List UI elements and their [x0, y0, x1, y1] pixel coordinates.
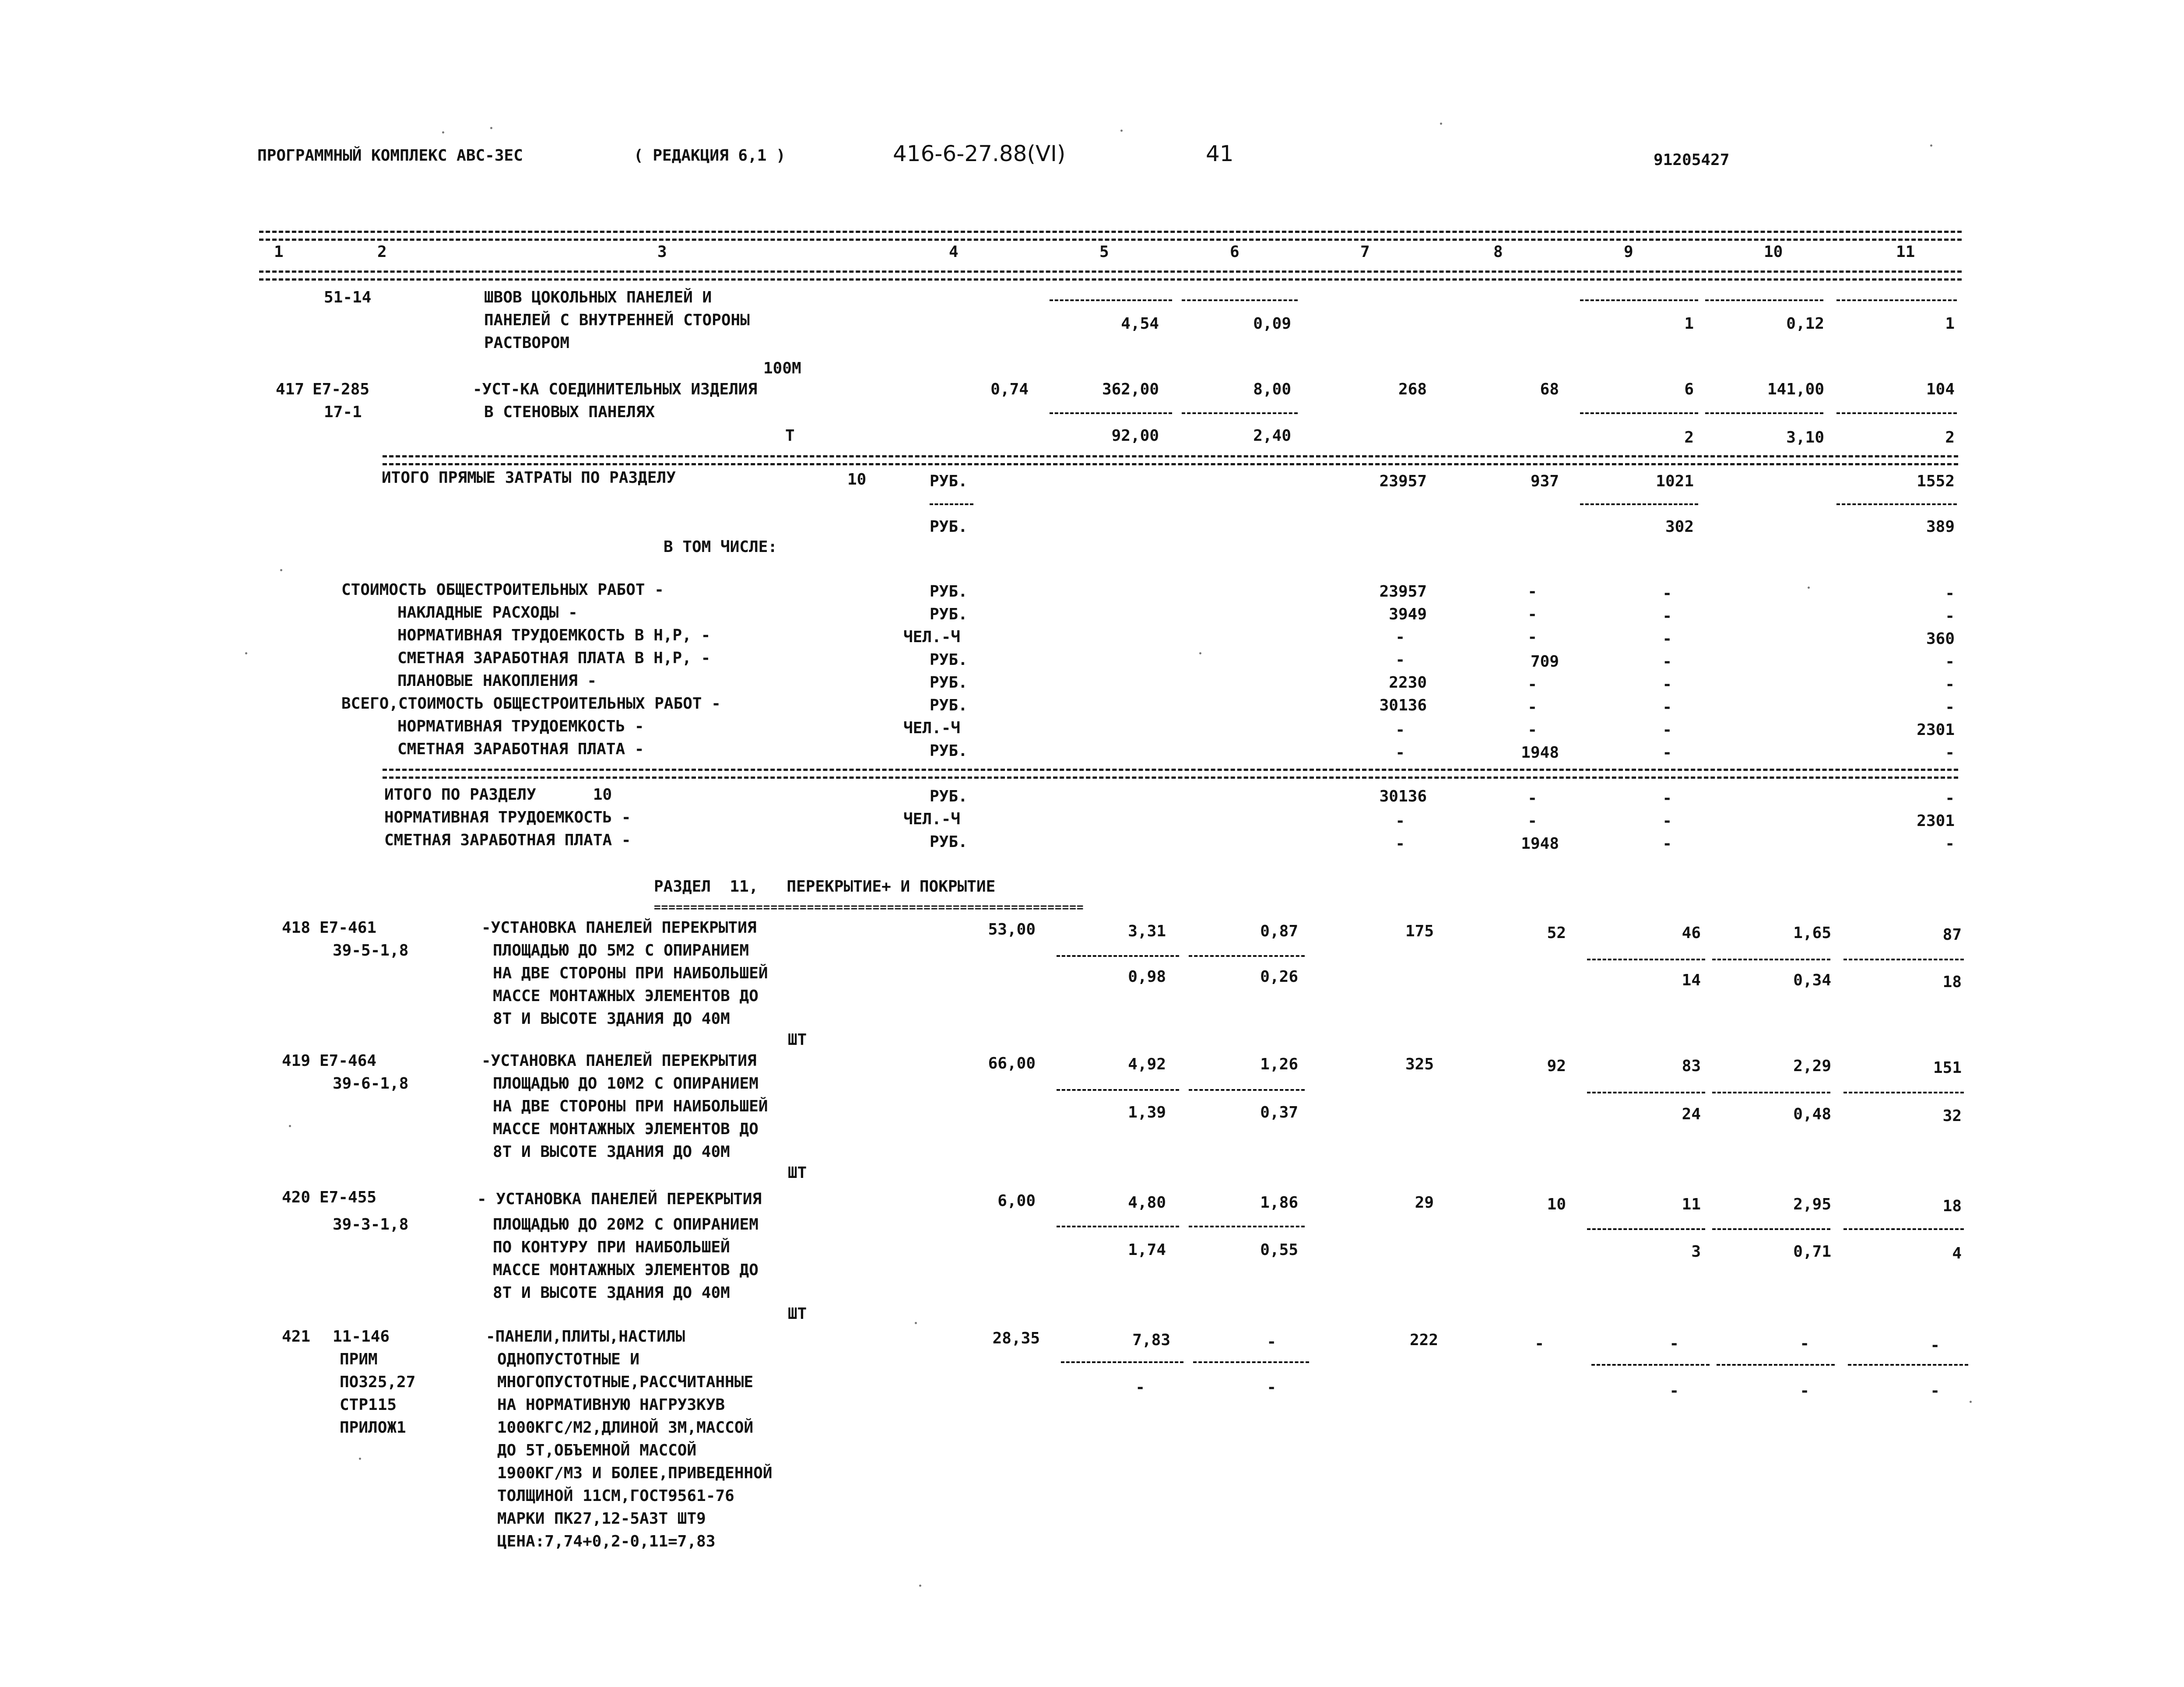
scan-speck	[490, 127, 492, 129]
totals-section: 10	[847, 471, 867, 489]
totals-rule-9	[1580, 503, 1698, 505]
breakdown-c11-4: -	[1945, 653, 1955, 671]
row-420-c5b: 1,74	[1128, 1241, 1166, 1259]
header-bottom-rule-2	[259, 278, 1962, 281]
row-421-c10b: -	[1800, 1382, 1809, 1400]
row-419-c6b: 0,37	[1260, 1104, 1298, 1121]
section-total-c11-2: 2301	[1917, 812, 1955, 830]
breakdown-c8-3: -	[1527, 628, 1537, 646]
row-51-desc-4: 100М	[763, 359, 801, 377]
row-420-number: 420	[282, 1188, 311, 1206]
breakdown-c11-5: -	[1945, 675, 1955, 693]
breakdown-label-1: СТОИМОСТЬ ОБЩЕСТРОИТЕЛЬНЫХ РАБОТ -	[341, 581, 664, 599]
row-419-c4: 66,00	[988, 1054, 1036, 1072]
row-418-c8: 52	[1547, 924, 1566, 942]
row-421-c6b: -	[1267, 1378, 1276, 1396]
breakdown-unit-4: РУБ.	[930, 651, 968, 669]
row-51-rule-11	[1836, 299, 1957, 301]
section-total-label-1: ИТОГО ПО РАЗДЕЛУ 10	[384, 786, 612, 804]
row-420-c9b: 3	[1691, 1243, 1701, 1261]
row-420-c5: 4,80	[1128, 1194, 1166, 1212]
row-421-desc-2: ОДНОПУСТОТНЫЕ И	[497, 1350, 640, 1368]
row-417-c7: 268	[1398, 380, 1427, 398]
totals-c8: 937	[1530, 472, 1559, 490]
row-417-desc-2: В СТЕНОВЫХ ПАНЕЛЯХ	[484, 403, 655, 421]
section-total-c8-1: -	[1527, 789, 1537, 807]
row-418-c10b: 0,34	[1793, 971, 1831, 989]
row-419-c7: 325	[1405, 1055, 1434, 1073]
row-420-c6: 1,86	[1260, 1194, 1298, 1212]
row-419-c5b: 1,39	[1128, 1104, 1166, 1121]
breakdown-unit-8: РУБ.	[930, 742, 968, 760]
row-420-desc-6: ШТ	[788, 1305, 807, 1323]
section-total-c8-2: -	[1527, 812, 1537, 830]
row-417-c6: 8,00	[1253, 380, 1291, 398]
breakdown-unit-6: РУБ.	[930, 696, 968, 714]
row-419-desc-3: НА ДВЕ СТОРОНЫ ПРИ НАИБОЛЬШЕЙ	[493, 1097, 768, 1115]
row-51-c11b: 1	[1945, 315, 1955, 333]
breakdown-unit-7: ЧЕЛ.-Ч	[903, 719, 961, 737]
row-51-rule-5	[1050, 299, 1172, 301]
row-419-number: 419	[282, 1052, 311, 1070]
header-bottom-rule	[259, 271, 1962, 273]
row-417-code-2: 17-1	[324, 403, 362, 421]
breakdown-c8-5: -	[1527, 675, 1537, 693]
row-417-rule-5	[1050, 412, 1172, 414]
section-total-c11-1: -	[1945, 789, 1955, 807]
section-total-c7-1: 30136	[1379, 787, 1427, 805]
row-417-c8: 68	[1540, 380, 1559, 398]
row-421-code-line-1: ПРИМ	[340, 1350, 378, 1368]
row-418-c6b: 0,26	[1260, 968, 1298, 986]
row-419-rule-5	[1057, 1089, 1179, 1091]
row-420-c9: 11	[1682, 1195, 1701, 1213]
row-421-c11b: -	[1930, 1382, 1940, 1400]
row-421-rule-9	[1591, 1364, 1710, 1366]
row-421-code-line-4: ПРИЛОЖ1	[340, 1419, 406, 1437]
row-421-desc-5: 1000КГС/М2,ДЛИНОЙ 3М,МАССОЙ	[497, 1419, 754, 1437]
row-418-desc-3: НА ДВЕ СТОРОНЫ ПРИ НАИБОЛЬШЕЙ	[493, 964, 768, 982]
breakdown-c11-6: -	[1945, 698, 1955, 716]
row-421-desc-8: ТОЛЩИНОЙ 11СМ,ГОСТ9561-76	[497, 1487, 734, 1505]
row-417-c5: 362,00	[1102, 380, 1159, 398]
row-419-desc-4: МАССЕ МОНТАЖНЫХ ЭЛЕМЕНТОВ ДО	[493, 1120, 758, 1138]
row-421-desc-9: МАРКИ ПК27,12-5А3Т ШТ9	[497, 1510, 706, 1528]
row-421-number: 421	[282, 1328, 311, 1346]
column-number-3: 3	[657, 243, 667, 261]
column-number-9: 9	[1624, 243, 1633, 261]
section-total-c11-3: -	[1945, 835, 1955, 853]
breakdown-unit-3: ЧЕЛ.-Ч	[903, 628, 961, 646]
totals-top-rule	[383, 455, 1958, 457]
edition-label: ( РЕДАКЦИЯ 6,1 )	[634, 147, 786, 165]
row-51-rule-6	[1182, 299, 1298, 301]
row-418-rule-5	[1057, 955, 1179, 957]
row-51-desc-1: ШВОВ ЦОКОЛЬНЫХ ПАНЕЛЕЙ И	[484, 288, 712, 306]
row-51-rule-10	[1705, 299, 1823, 301]
column-number-10: 10	[1764, 243, 1783, 261]
section-total-label-2: НОРМАТИВНАЯ ТРУДОЕМКОСТЬ -	[384, 808, 631, 826]
section-total-rule-2	[383, 777, 1958, 779]
section-total-label-3: СМЕТНАЯ ЗАРАБОТНАЯ ПЛАТА -	[384, 831, 631, 849]
row-417-desc-3: Т	[785, 427, 795, 445]
row-418-desc-2: ПЛОЩАДЬЮ ДО 5М2 С ОПИРАНИЕМ	[493, 942, 749, 959]
section-total-c7-2: -	[1395, 812, 1405, 830]
row-421-c6: -	[1267, 1333, 1276, 1351]
breakdown-unit-5: РУБ.	[930, 674, 968, 692]
breakdown-label-3: НОРМАТИВНАЯ ТРУДОЕМКОСТЬ В Н,Р, -	[397, 626, 711, 644]
breakdown-c11-8: -	[1945, 744, 1955, 762]
row-417-c11b: 2	[1945, 429, 1955, 446]
row-419-desc-1: -УСТАНОВКА ПАНЕЛЕЙ ПЕРЕКРЫТИЯ	[481, 1052, 757, 1070]
row-51-c5b: 4,54	[1121, 315, 1159, 333]
including-label: В ТОМ ЧИСЛЕ:	[664, 538, 778, 556]
section-11-title: РАЗДЕЛ 11, ПЕРЕКРЫТИЕ+ И ПОКРЫТИЕ	[654, 878, 996, 896]
breakdown-c7-3: -	[1395, 628, 1405, 646]
section-total-unit-1: РУБ.	[930, 787, 968, 805]
breakdown-c11-7: 2301	[1917, 721, 1955, 739]
breakdown-c7-4: -	[1395, 651, 1405, 669]
row-420-desc-3: ПО КОНТУРУ ПРИ НАИБОЛЬШЕЙ	[493, 1238, 730, 1256]
header-top-rule-2	[259, 239, 1962, 241]
column-number-6: 6	[1230, 243, 1239, 261]
row-419-rule-10	[1712, 1092, 1830, 1093]
totals-label: ИТОГО ПРЯМЫЕ ЗАТРАТЫ ПО РАЗДЕЛУ	[382, 469, 676, 487]
breakdown-c11-1: -	[1945, 584, 1955, 602]
row-420-desc-1: - УСТАНОВКА ПАНЕЛЕЙ ПЕРЕКРЫТИЯ	[477, 1190, 762, 1208]
row-421-c10: -	[1800, 1335, 1809, 1353]
breakdown-c11-3: 360	[1926, 630, 1955, 648]
scan-speck	[245, 652, 247, 654]
row-421-desc-7: 1900КГ/М3 И БОЛЕЕ,ПРИВЕДЕННОЙ	[497, 1464, 772, 1482]
row-417-rule-9	[1580, 412, 1698, 414]
row-51-c6b: 0,09	[1253, 315, 1291, 333]
row-421-desc-10: ЦЕНА:7,74+0,2-0,11=7,83	[497, 1532, 716, 1550]
row-421-code: 11-146	[333, 1328, 390, 1346]
section-total-unit-3: РУБ.	[930, 833, 968, 851]
totals-top-rule-2	[383, 463, 1958, 465]
row-418-desc-5: 8Т И ВЫСОТЕ ЗДАНИЯ ДО 40М	[493, 1010, 730, 1028]
breakdown-c7-6: 30136	[1379, 696, 1427, 714]
row-418-rule-10	[1712, 959, 1830, 960]
column-number-1: 1	[274, 243, 284, 261]
row-421-c8: -	[1534, 1335, 1544, 1353]
scan-speck	[919, 1585, 921, 1587]
row-419-c10: 2,29	[1793, 1057, 1831, 1075]
row-417-c10b: 3,10	[1786, 429, 1824, 446]
row-419-desc-2: ПЛОЩАДЬЮ ДО 10М2 С ОПИРАНИЕМ	[493, 1075, 758, 1093]
breakdown-c11-2: -	[1945, 607, 1955, 625]
breakdown-c9-8: -	[1662, 744, 1672, 762]
breakdown-c8-6: -	[1527, 698, 1537, 716]
row-421-c5b: -	[1135, 1378, 1145, 1396]
row-51-rule-9	[1580, 299, 1698, 301]
totals-rule-11	[1836, 503, 1957, 505]
row-420-desc-2: ПЛОЩАДЬЮ ДО 20М2 С ОПИРАНИЕМ	[493, 1216, 758, 1234]
row-419-c9b: 24	[1682, 1105, 1701, 1123]
scan-speck	[1120, 130, 1123, 132]
row-420-desc-4: МАССЕ МОНТАЖНЫХ ЭЛЕМЕНТОВ ДО	[493, 1261, 758, 1279]
row-419-desc-6: ШТ	[788, 1164, 807, 1182]
totals-c7: 23957	[1379, 472, 1427, 490]
row-421-desc-3: МНОГОПУСТОТНЫЕ,РАССЧИТАННЫЕ	[497, 1373, 754, 1391]
row-417-rule-6	[1182, 412, 1298, 414]
totals-c9: 1021	[1656, 472, 1694, 490]
row-417-rule-11	[1836, 412, 1957, 414]
row-51-desc-2: ПАНЕЛЕЙ С ВНУТРЕННЕЙ СТОРОНЫ	[484, 311, 750, 329]
breakdown-label-4: СМЕТНАЯ ЗАРАБОТНАЯ ПЛАТА В Н,Р, -	[397, 649, 711, 667]
breakdown-label-8: СМЕТНАЯ ЗАРАБОТНАЯ ПЛАТА -	[397, 740, 644, 758]
row-417-c11: 104	[1926, 380, 1955, 398]
row-419-desc-5: 8Т И ВЫСОТЕ ЗДАНИЯ ДО 40М	[493, 1143, 730, 1161]
row-417-c10: 141,00	[1767, 380, 1824, 398]
breakdown-c7-5: 2230	[1389, 674, 1427, 692]
project-code: 416-6-27.88(VI)	[893, 141, 1066, 166]
row-420-code: Е7-455	[320, 1188, 377, 1206]
scan-speck	[442, 131, 444, 134]
scan-speck	[1808, 587, 1810, 589]
column-number-2: 2	[377, 243, 387, 261]
row-418-c9b: 14	[1682, 971, 1701, 989]
row-420-rule-11	[1843, 1228, 1964, 1230]
row-421-rule-5	[1061, 1361, 1183, 1363]
row-418-rule-6	[1189, 955, 1305, 957]
row-418-rule-9	[1587, 959, 1705, 960]
breakdown-c7-1: 23957	[1379, 583, 1427, 601]
row-418-c5: 3,31	[1128, 922, 1166, 940]
section-total-c9-1: -	[1662, 789, 1672, 807]
row-421-desc-4: НА НОРМАТИВНУЮ НАГРУЗКУВ	[497, 1396, 725, 1414]
row-420-rule-9	[1587, 1228, 1705, 1230]
section-total-c9-2: -	[1662, 812, 1672, 830]
row-420-c11: 18	[1942, 1197, 1962, 1215]
section-11-underline: ===========================================================	[654, 901, 1084, 914]
row-418-rule-11	[1843, 959, 1964, 960]
row-419-c8: 92	[1547, 1057, 1566, 1075]
row-418-c4: 53,00	[988, 921, 1036, 938]
section-total-c7-3: -	[1395, 835, 1405, 853]
row-419-rule-9	[1587, 1092, 1705, 1093]
breakdown-label-2: НАКЛАДНЫЕ РАСХОДЫ -	[397, 604, 578, 622]
row-420-rule-10	[1712, 1228, 1830, 1230]
breakdown-c9-6: -	[1662, 698, 1672, 716]
row-421-c7: 222	[1409, 1331, 1438, 1349]
row-421-code-line-3: СТР115	[340, 1396, 397, 1414]
section-total-rule	[383, 769, 1958, 771]
header-top-rule	[259, 231, 1962, 233]
row-418-c9: 46	[1682, 924, 1701, 942]
row-419-code: Е7-464	[320, 1052, 377, 1070]
row-51-code: 51-14	[324, 288, 372, 306]
breakdown-c8-2: -	[1527, 605, 1537, 623]
row-418-c11: 87	[1942, 926, 1962, 944]
scan-speck	[915, 1322, 917, 1324]
row-420-c11b: 4	[1952, 1244, 1962, 1262]
breakdown-c7-7: -	[1395, 721, 1405, 739]
breakdown-unit-1: РУБ.	[930, 583, 968, 601]
breakdown-c8-4: 709	[1530, 653, 1559, 671]
row-419-code-2: 39-6-1,8	[333, 1075, 409, 1093]
breakdown-c7-8: -	[1395, 744, 1405, 762]
row-421-code-line-2: ПО325,27	[340, 1373, 416, 1391]
row-417-c4: 0,74	[990, 380, 1029, 398]
row-421-c9: -	[1669, 1335, 1679, 1353]
breakdown-c8-8: 1948	[1521, 744, 1559, 762]
totals-unit-1: РУБ.	[930, 472, 968, 490]
row-418-c6: 0,87	[1260, 922, 1298, 940]
row-420-code-2: 39-3-1,8	[333, 1216, 409, 1234]
row-420-c7: 29	[1415, 1194, 1434, 1212]
breakdown-c9-1: -	[1662, 584, 1672, 602]
row-418-desc-4: МАССЕ МОНТАЖНЫХ ЭЛЕМЕНТОВ ДО	[493, 987, 758, 1005]
row-418-desc-6: ШТ	[788, 1031, 807, 1049]
row-419-c11: 151	[1933, 1059, 1962, 1077]
breakdown-c8-7: -	[1527, 721, 1537, 739]
breakdown-c9-3: -	[1662, 630, 1672, 648]
program-title: ПРОГРАММНЫЙ КОМПЛЕКС АВС-ЗЕС	[257, 147, 523, 165]
row-418-c11b: 18	[1942, 973, 1962, 991]
row-420-c10: 2,95	[1793, 1195, 1831, 1213]
breakdown-label-6: ВСЕГО,СТОИМОСТЬ ОБЩЕСТРОИТЕЛЬНЫХ РАБОТ -	[341, 695, 721, 713]
row-417-desc-1: -УСТ-КА СОЕДИНИТЕЛЬНЫХ ИЗДЕЛИЯ	[473, 380, 758, 398]
breakdown-c9-2: -	[1662, 607, 1672, 625]
row-417-c9b: 2	[1684, 429, 1694, 446]
row-419-c9: 83	[1682, 1057, 1701, 1075]
column-number-8: 8	[1493, 243, 1503, 261]
row-421-rule-10	[1717, 1364, 1835, 1366]
breakdown-c9-5: -	[1662, 675, 1672, 693]
row-421-c9b: -	[1669, 1382, 1679, 1400]
totals-c11b: 389	[1926, 518, 1955, 536]
breakdown-c9-7: -	[1662, 721, 1672, 739]
section-total-c8-3: 1948	[1521, 835, 1559, 853]
row-420-c6b: 0,55	[1260, 1241, 1298, 1259]
row-420-rule-6	[1189, 1226, 1305, 1227]
row-418-c10: 1,65	[1793, 924, 1831, 942]
row-417-number: 417	[276, 380, 305, 398]
row-421-desc-6: ДО 5Т,ОБЪЕМНОЙ МАССОЙ	[497, 1441, 697, 1459]
row-420-c10b: 0,71	[1793, 1243, 1831, 1261]
row-421-c5: 7,83	[1132, 1331, 1170, 1349]
row-417-code: Е7-285	[313, 380, 370, 398]
row-421-c4: 28,35	[992, 1329, 1040, 1347]
column-number-11: 11	[1896, 243, 1915, 261]
row-51-c9b: 1	[1684, 315, 1694, 333]
page-number: 41	[1206, 141, 1234, 166]
row-420-c4: 6,00	[997, 1192, 1036, 1210]
column-number-4: 4	[949, 243, 959, 261]
row-418-c5b: 0,98	[1128, 968, 1166, 986]
row-421-rule-11	[1848, 1364, 1968, 1366]
row-420-c8: 10	[1547, 1195, 1566, 1213]
breakdown-c9-4: -	[1662, 653, 1672, 671]
row-418-code-2: 39-5-1,8	[333, 942, 409, 959]
breakdown-label-7: НОРМАТИВНАЯ ТРУДОЕМКОСТЬ -	[397, 717, 644, 735]
breakdown-c7-2: 3949	[1389, 605, 1427, 623]
scan-speck	[359, 1458, 361, 1460]
row-419-c6: 1,26	[1260, 1055, 1298, 1073]
row-421-rule-6	[1193, 1361, 1309, 1363]
row-418-c7: 175	[1405, 922, 1434, 940]
scan-speck	[1440, 123, 1442, 125]
column-number-7: 7	[1360, 243, 1370, 261]
row-419-rule-11	[1843, 1092, 1964, 1093]
scan-speck	[1970, 1401, 1972, 1403]
row-420-rule-5	[1057, 1226, 1179, 1227]
row-419-rule-6	[1189, 1089, 1305, 1091]
totals-c11: 1552	[1917, 472, 1955, 490]
row-419-c11b: 32	[1942, 1107, 1962, 1125]
row-417-rule-10	[1705, 412, 1823, 414]
section-total-unit-2: ЧЕЛ.-Ч	[903, 810, 961, 828]
scan-speck	[289, 1125, 291, 1127]
row-420-desc-5: 8Т И ВЫСОТЕ ЗДАНИЯ ДО 40М	[493, 1284, 730, 1302]
scan-speck	[1930, 144, 1932, 147]
row-419-c10b: 0,48	[1793, 1105, 1831, 1123]
breakdown-c8-1: -	[1527, 583, 1537, 601]
column-number-5: 5	[1099, 243, 1109, 261]
row-417-c6b: 2,40	[1253, 427, 1291, 445]
scan-speck	[1199, 652, 1201, 654]
row-417-c5b: 92,00	[1111, 427, 1159, 445]
totals-c9b: 302	[1665, 518, 1694, 536]
row-51-c10b: 0,12	[1786, 315, 1824, 333]
breakdown-label-5: ПЛАНОВЫЕ НАКОПЛЕНИЯ -	[397, 672, 597, 690]
row-419-c5: 4,92	[1128, 1055, 1166, 1073]
breakdown-unit-2: РУБ.	[930, 605, 968, 623]
row-51-desc-3: РАСТВОРОМ	[484, 334, 570, 352]
totals-unit-rule	[930, 503, 973, 505]
section-total-c9-3: -	[1662, 835, 1672, 853]
row-418-desc-1: -УСТАНОВКА ПАНЕЛЕЙ ПЕРЕКРЫТИЯ	[481, 919, 757, 937]
scan-speck	[280, 569, 282, 571]
row-417-c9: 6	[1684, 380, 1694, 398]
totals-unit-2: РУБ.	[930, 518, 968, 536]
row-421-desc-1: -ПАНЕЛИ,ПЛИТЫ,НАСТИЛЫ	[486, 1328, 685, 1346]
row-418-number: 418	[282, 919, 311, 937]
row-421-c11: -	[1930, 1336, 1940, 1354]
document-code: 91205427	[1654, 151, 1730, 169]
row-418-code: Е7-461	[320, 919, 377, 937]
